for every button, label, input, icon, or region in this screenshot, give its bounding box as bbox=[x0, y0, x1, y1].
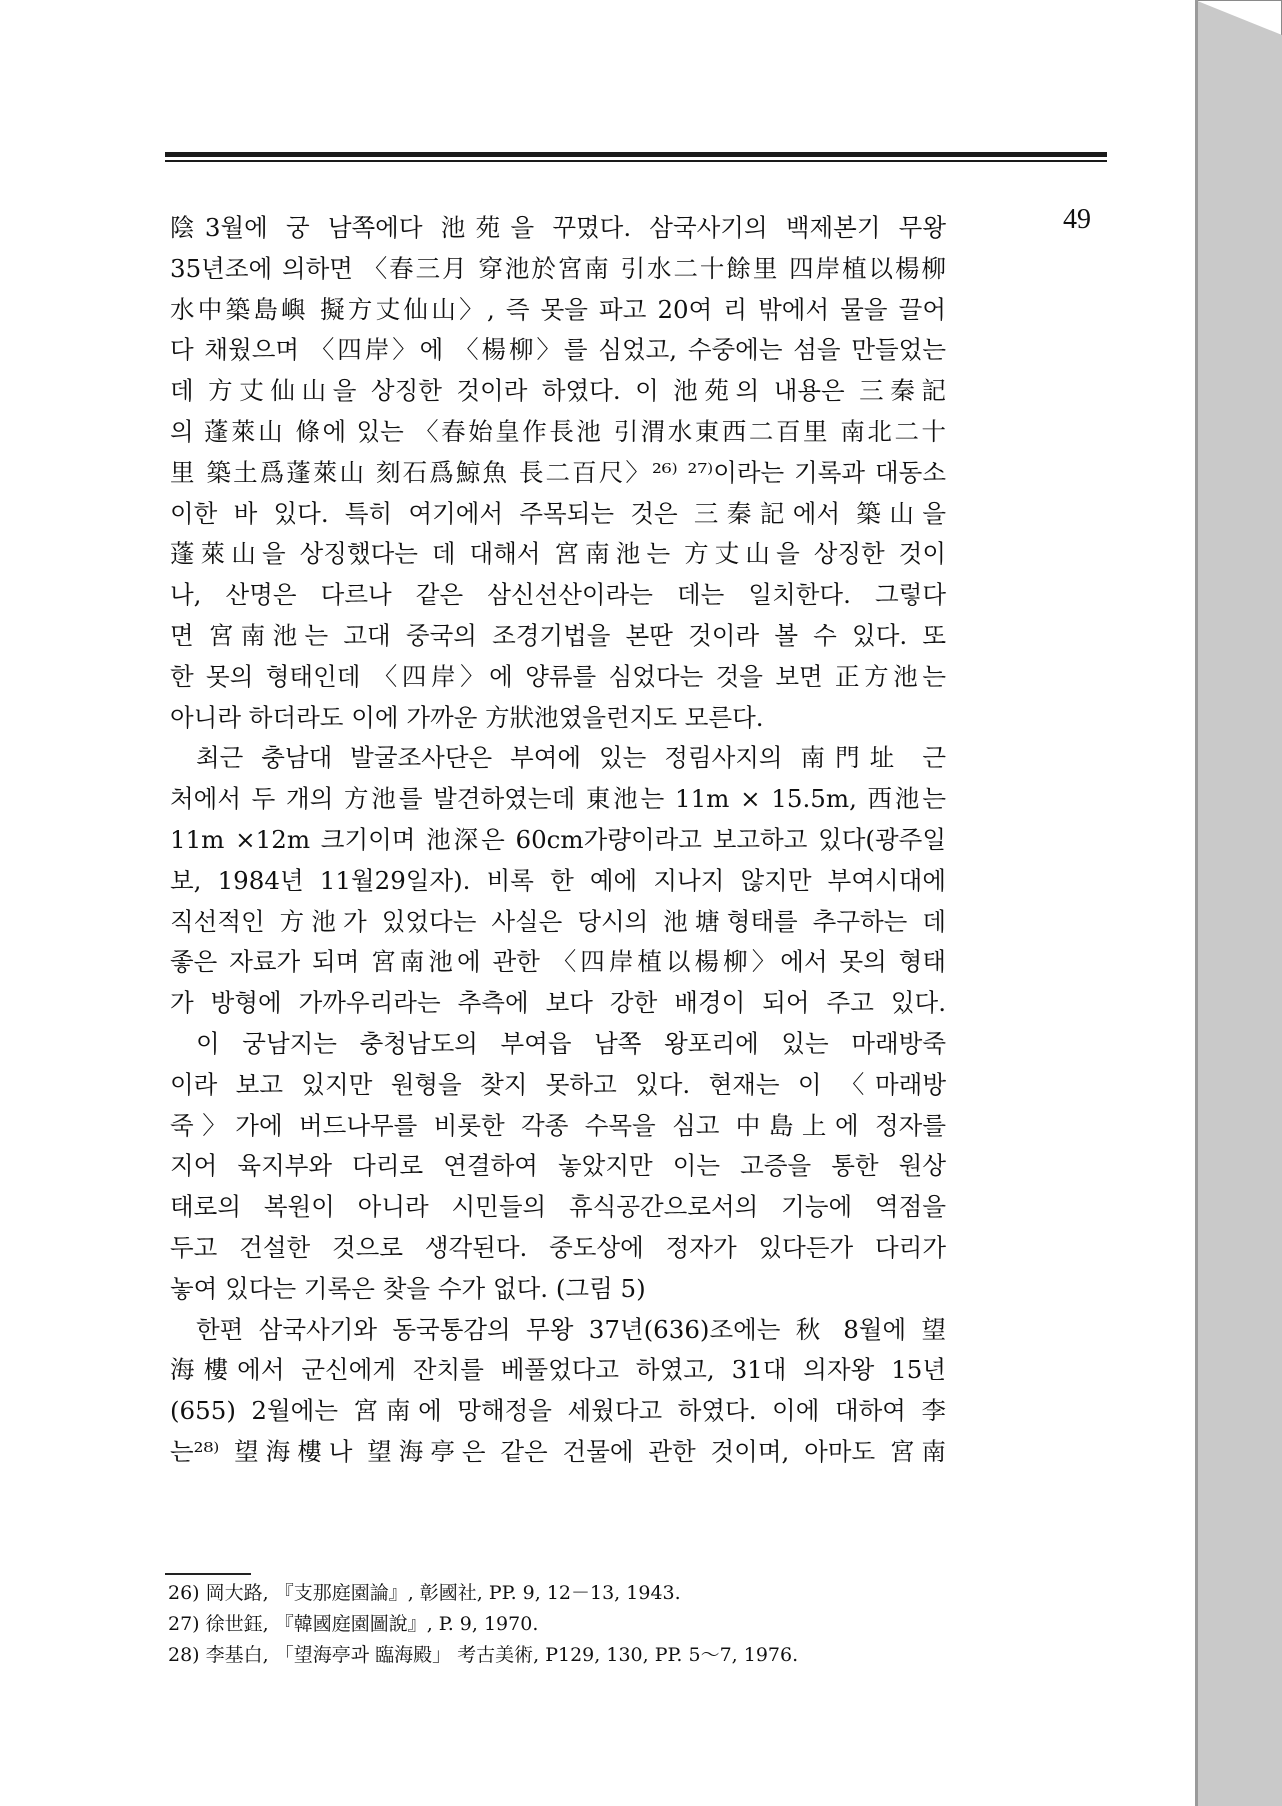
text-line: 최근 충남대 발굴조사단은 부여에 있는 정림사지의 南門址 근 bbox=[196, 743, 946, 773]
text-line: 다 채웠으며 〈四岸〉에 〈楊柳〉를 심었고, 수중에는 섬을 만들었는 bbox=[170, 335, 946, 365]
page-number: 49 bbox=[1063, 204, 1091, 235]
text-line: 海樓에서 군신에게 잔치를 베풀었다고 하였고, 31대 의자왕 15년 bbox=[170, 1355, 946, 1385]
text-line: 里 築土爲蓬萊山 刻石爲鯨魚 長二百尺〉²⁶⁾ ²⁷⁾이라는 기록과 대동소 bbox=[170, 457, 946, 487]
text-line: 가 방형에 가까우리라는 추측에 보다 강한 배경이 되어 주고 있다. bbox=[170, 988, 946, 1018]
text-line: 지어 육지부와 다리로 연결하여 놓았지만 이는 고증을 통한 원상 bbox=[170, 1151, 946, 1181]
text-line: 태로의 복원이 아니라 시민들의 휴식공간으로서의 기능에 역점을 bbox=[170, 1192, 946, 1222]
text-line: 보, 1984년 11월29일자). 비록 한 예에 지나지 않지만 부여시대에 bbox=[170, 865, 946, 895]
book-spine bbox=[1195, 0, 1282, 1806]
text-line: 水中築島嶼 擬方丈仙山〉, 즉 못을 파고 20여 리 밖에서 물을 끌어 bbox=[170, 294, 946, 324]
text-line: 이한 바 있다. 특히 여기에서 주목되는 것은 三秦記에서 築山을 bbox=[170, 498, 946, 528]
text-line: 죽〉가에 버드나무를 비롯한 각종 수목을 심고 中島上에 정자를 bbox=[170, 1110, 946, 1140]
text-line: 나, 산명은 다르나 같은 삼신선산이라는 데는 일치한다. 그렇다 bbox=[170, 580, 946, 610]
text-line: 직선적인 方池가 있었다는 사실은 당시의 池塘형태를 추구하는 데 bbox=[170, 906, 946, 936]
text-line: 면 宮南池는 고대 중국의 조경기법을 본딴 것이라 볼 수 있다. 또 bbox=[170, 620, 946, 650]
text-line: 이라 보고 있지만 원형을 찾지 못하고 있다. 현재는 이 〈마래방 bbox=[170, 1069, 946, 1099]
text-line: 陰3월에 궁 남쪽에다 池苑을 꾸몄다. 삼국사기의 백제본기 무왕 bbox=[170, 213, 946, 242]
text-line: 의 蓬萊山 條에 있는 〈春始皇作長池 引渭水東西二百里 南北二十 bbox=[170, 416, 946, 446]
header-rule-thick bbox=[165, 152, 1107, 157]
page-edge bbox=[1195, 0, 1198, 1806]
text-line: 한 못의 형태인데 〈四岸〉에 양류를 심었다는 것을 보면 正方池는 bbox=[170, 661, 946, 691]
text-line: 처에서 두 개의 方池를 발견하였는데 東池는 11m × 15.5m, 西池는 bbox=[170, 784, 946, 814]
text-line: 11m ×12m 크기이며 池深은 60cm가량이라고 보고하고 있다(광주일 bbox=[170, 824, 946, 854]
text-line: 좋은 자료가 되며 宮南池에 관한 〈四岸植以楊柳〉에서 못의 형태 bbox=[170, 947, 946, 977]
text-line: 데 方丈仙山을 상징한 것이라 하였다. 이 池苑의 내용은 三秦記 bbox=[170, 376, 946, 406]
text-line: 는²⁸⁾ 望海樓나 望海亭은 같은 건물에 관한 것이며, 아마도 宮南 bbox=[170, 1436, 946, 1466]
footnote-27: 27) 徐世鈺, 『韓國庭園圖說』, P. 9, 1970. bbox=[168, 1613, 539, 1635]
body-text bbox=[170, 208, 946, 1473]
text-line: 두고 건설한 것으로 생각된다. 중도상에 정자가 있다든가 다리가 bbox=[170, 1232, 946, 1262]
text-line: 35년조에 의하면 〈春三月 穿池於宮南 引水二十餘里 四岸植以楊柳 bbox=[170, 253, 946, 283]
header-rule-thin bbox=[165, 160, 1107, 162]
text-line: 蓬萊山을 상징했다는 데 대해서 宮南池는 方丈山을 상징한 것이 bbox=[170, 539, 946, 569]
text-line: 아니라 하더라도 이에 가까운 方狀池였을런지도 모른다. bbox=[170, 702, 764, 732]
footnote-26: 26) 岡大路, 『支那庭園論』, 彰國社, PP. 9, 12－13, 1943. bbox=[168, 1582, 681, 1604]
footnote-rule bbox=[165, 1573, 251, 1575]
text-line: 이 궁남지는 충청남도의 부여읍 남쪽 왕포리에 있는 마래방죽 bbox=[196, 1028, 946, 1058]
text-line: 한편 삼국사기와 동국통감의 무왕 37년(636)조에는 秋 8월에 望 bbox=[196, 1314, 946, 1344]
footnotes bbox=[168, 1578, 1048, 1671]
text-line: 놓여 있다는 기록은 찾을 수가 없다. (그림 5) bbox=[170, 1273, 646, 1303]
text-line: (655) 2월에는 宮南에 망해정을 세웠다고 하였다. 이에 대하여 李 bbox=[170, 1396, 946, 1426]
footnote-28: 28) 李基白, 「望海亭과 臨海殿」 考古美術, P129, 130, PP. 5～7, 1976. bbox=[168, 1644, 799, 1666]
